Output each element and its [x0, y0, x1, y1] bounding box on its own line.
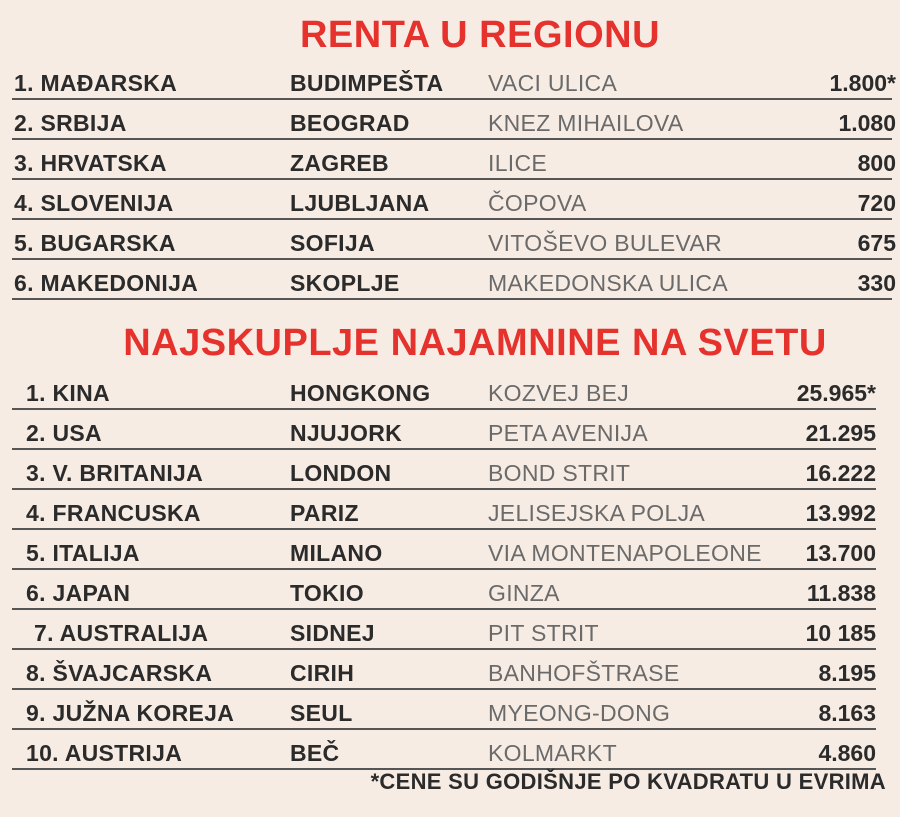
- city-cell: LONDON: [290, 460, 392, 486]
- country-cell: 8. ŠVAJCARSKA: [26, 660, 213, 686]
- country-cell: 3. V. BRITANIJA: [26, 460, 204, 486]
- country-cell: 7. AUSTRALIJA: [34, 620, 209, 646]
- country-cell: 5. ITALIJA: [26, 540, 140, 566]
- city-cell: HONGKONG: [290, 380, 431, 406]
- price-cell: 1.800*: [829, 70, 896, 96]
- footnote: *CENE SU GODIŠNJE PO KVADRATU U EVRIMA: [370, 769, 886, 794]
- street-cell: KOZVEJ BEJ: [488, 380, 630, 406]
- price-cell: 21.295: [805, 420, 876, 446]
- table-row: [0, 262, 900, 302]
- city-cell: SOFIJA: [290, 230, 375, 256]
- price-cell: 8.195: [818, 660, 876, 686]
- street-cell: GINZA: [488, 580, 560, 606]
- price-cell: 800: [857, 150, 896, 176]
- country-cell: 4. FRANCUSKA: [26, 500, 201, 526]
- country-cell: 2. USA: [26, 420, 102, 446]
- street-cell: KOLMARKT: [488, 740, 617, 766]
- table-row: [0, 532, 900, 572]
- street-cell: ILICE: [488, 150, 548, 176]
- price-cell: 330: [857, 270, 896, 296]
- table-row: [0, 142, 900, 182]
- country-cell: 1. MAĐARSKA: [14, 70, 178, 96]
- price-cell: 8.163: [818, 700, 876, 726]
- country-cell: 6. JAPAN: [26, 580, 131, 606]
- street-cell: JELISEJSKA POLJA: [488, 500, 706, 526]
- country-cell: 4. SLOVENIJA: [14, 190, 174, 216]
- street-cell: PIT STRIT: [488, 620, 599, 646]
- city-cell: BEČ: [290, 740, 340, 766]
- street-cell: KNEZ MIHAILOVA: [488, 110, 684, 136]
- street-cell: VACI ULICA: [488, 70, 618, 96]
- city-cell: LJUBLJANA: [290, 190, 430, 216]
- city-cell: BEOGRAD: [290, 110, 410, 136]
- price-cell: 16.222: [805, 460, 876, 486]
- table-row: [0, 182, 900, 222]
- price-cell: 1.080: [838, 110, 896, 136]
- table-row: [0, 412, 900, 452]
- city-cell: ZAGREB: [290, 150, 389, 176]
- table-row: [0, 572, 900, 612]
- country-cell: 9. JUŽNA KOREJA: [26, 700, 235, 726]
- city-cell: SIDNEJ: [290, 620, 375, 646]
- price-cell: 11.838: [806, 580, 876, 606]
- city-cell: SKOPLJE: [290, 270, 400, 296]
- table-row: [0, 492, 900, 532]
- table-row: [0, 612, 900, 652]
- street-cell: MAKEDONSKA ULICA: [488, 270, 728, 296]
- city-cell: TOKIO: [290, 580, 364, 606]
- street-cell: PETA AVENIJA: [488, 420, 648, 446]
- price-cell: 675: [857, 230, 896, 256]
- country-cell: 3. HRVATSKA: [14, 150, 167, 176]
- country-cell: 1. KINA: [26, 380, 110, 406]
- price-cell: 13.700: [805, 540, 876, 566]
- table-row: [0, 652, 900, 692]
- country-cell: 2. SRBIJA: [14, 110, 127, 136]
- city-cell: SEUL: [290, 700, 353, 726]
- table-row: [0, 62, 900, 102]
- price-cell: 4.860: [818, 740, 876, 766]
- street-cell: MYEONG-DONG: [488, 700, 671, 726]
- street-cell: ČOPOVA: [488, 190, 587, 216]
- city-cell: NJUJORK: [290, 420, 403, 446]
- price-cell: 13.992: [805, 500, 876, 526]
- price-cell: 25.965*: [796, 380, 876, 406]
- table-row: [0, 732, 900, 772]
- city-cell: MILANO: [290, 540, 383, 566]
- table-row: [0, 222, 900, 262]
- world-rent-table: [0, 372, 900, 772]
- street-cell: VIA MONTENAPOLEONE: [488, 540, 762, 566]
- country-cell: 5. BUGARSKA: [14, 230, 176, 256]
- price-cell: 720: [857, 190, 896, 216]
- street-cell: BANHOFŠTRASE: [488, 660, 680, 686]
- city-cell: CIRIH: [290, 660, 355, 686]
- country-cell: 6. MAKEDONIJA: [14, 270, 199, 296]
- table-row: [0, 692, 900, 732]
- country-cell: 10. AUSTRIJA: [26, 740, 183, 766]
- section-title-world: NAJSKUPLJE NAJAMNINE NA SVETU: [123, 322, 827, 364]
- price-cell: 10 185: [805, 620, 876, 646]
- section-title-region: RENTA U REGIONU: [299, 14, 661, 56]
- city-cell: PARIZ: [290, 500, 359, 526]
- table-row: [0, 452, 900, 492]
- city-cell: BUDIMPEŠTA: [290, 70, 444, 96]
- region-rent-table: [0, 62, 900, 302]
- table-row: [0, 102, 900, 142]
- street-cell: BOND STRIT: [488, 460, 631, 486]
- street-cell: VITOŠEVO BULEVAR: [488, 230, 723, 256]
- table-row: [0, 372, 900, 412]
